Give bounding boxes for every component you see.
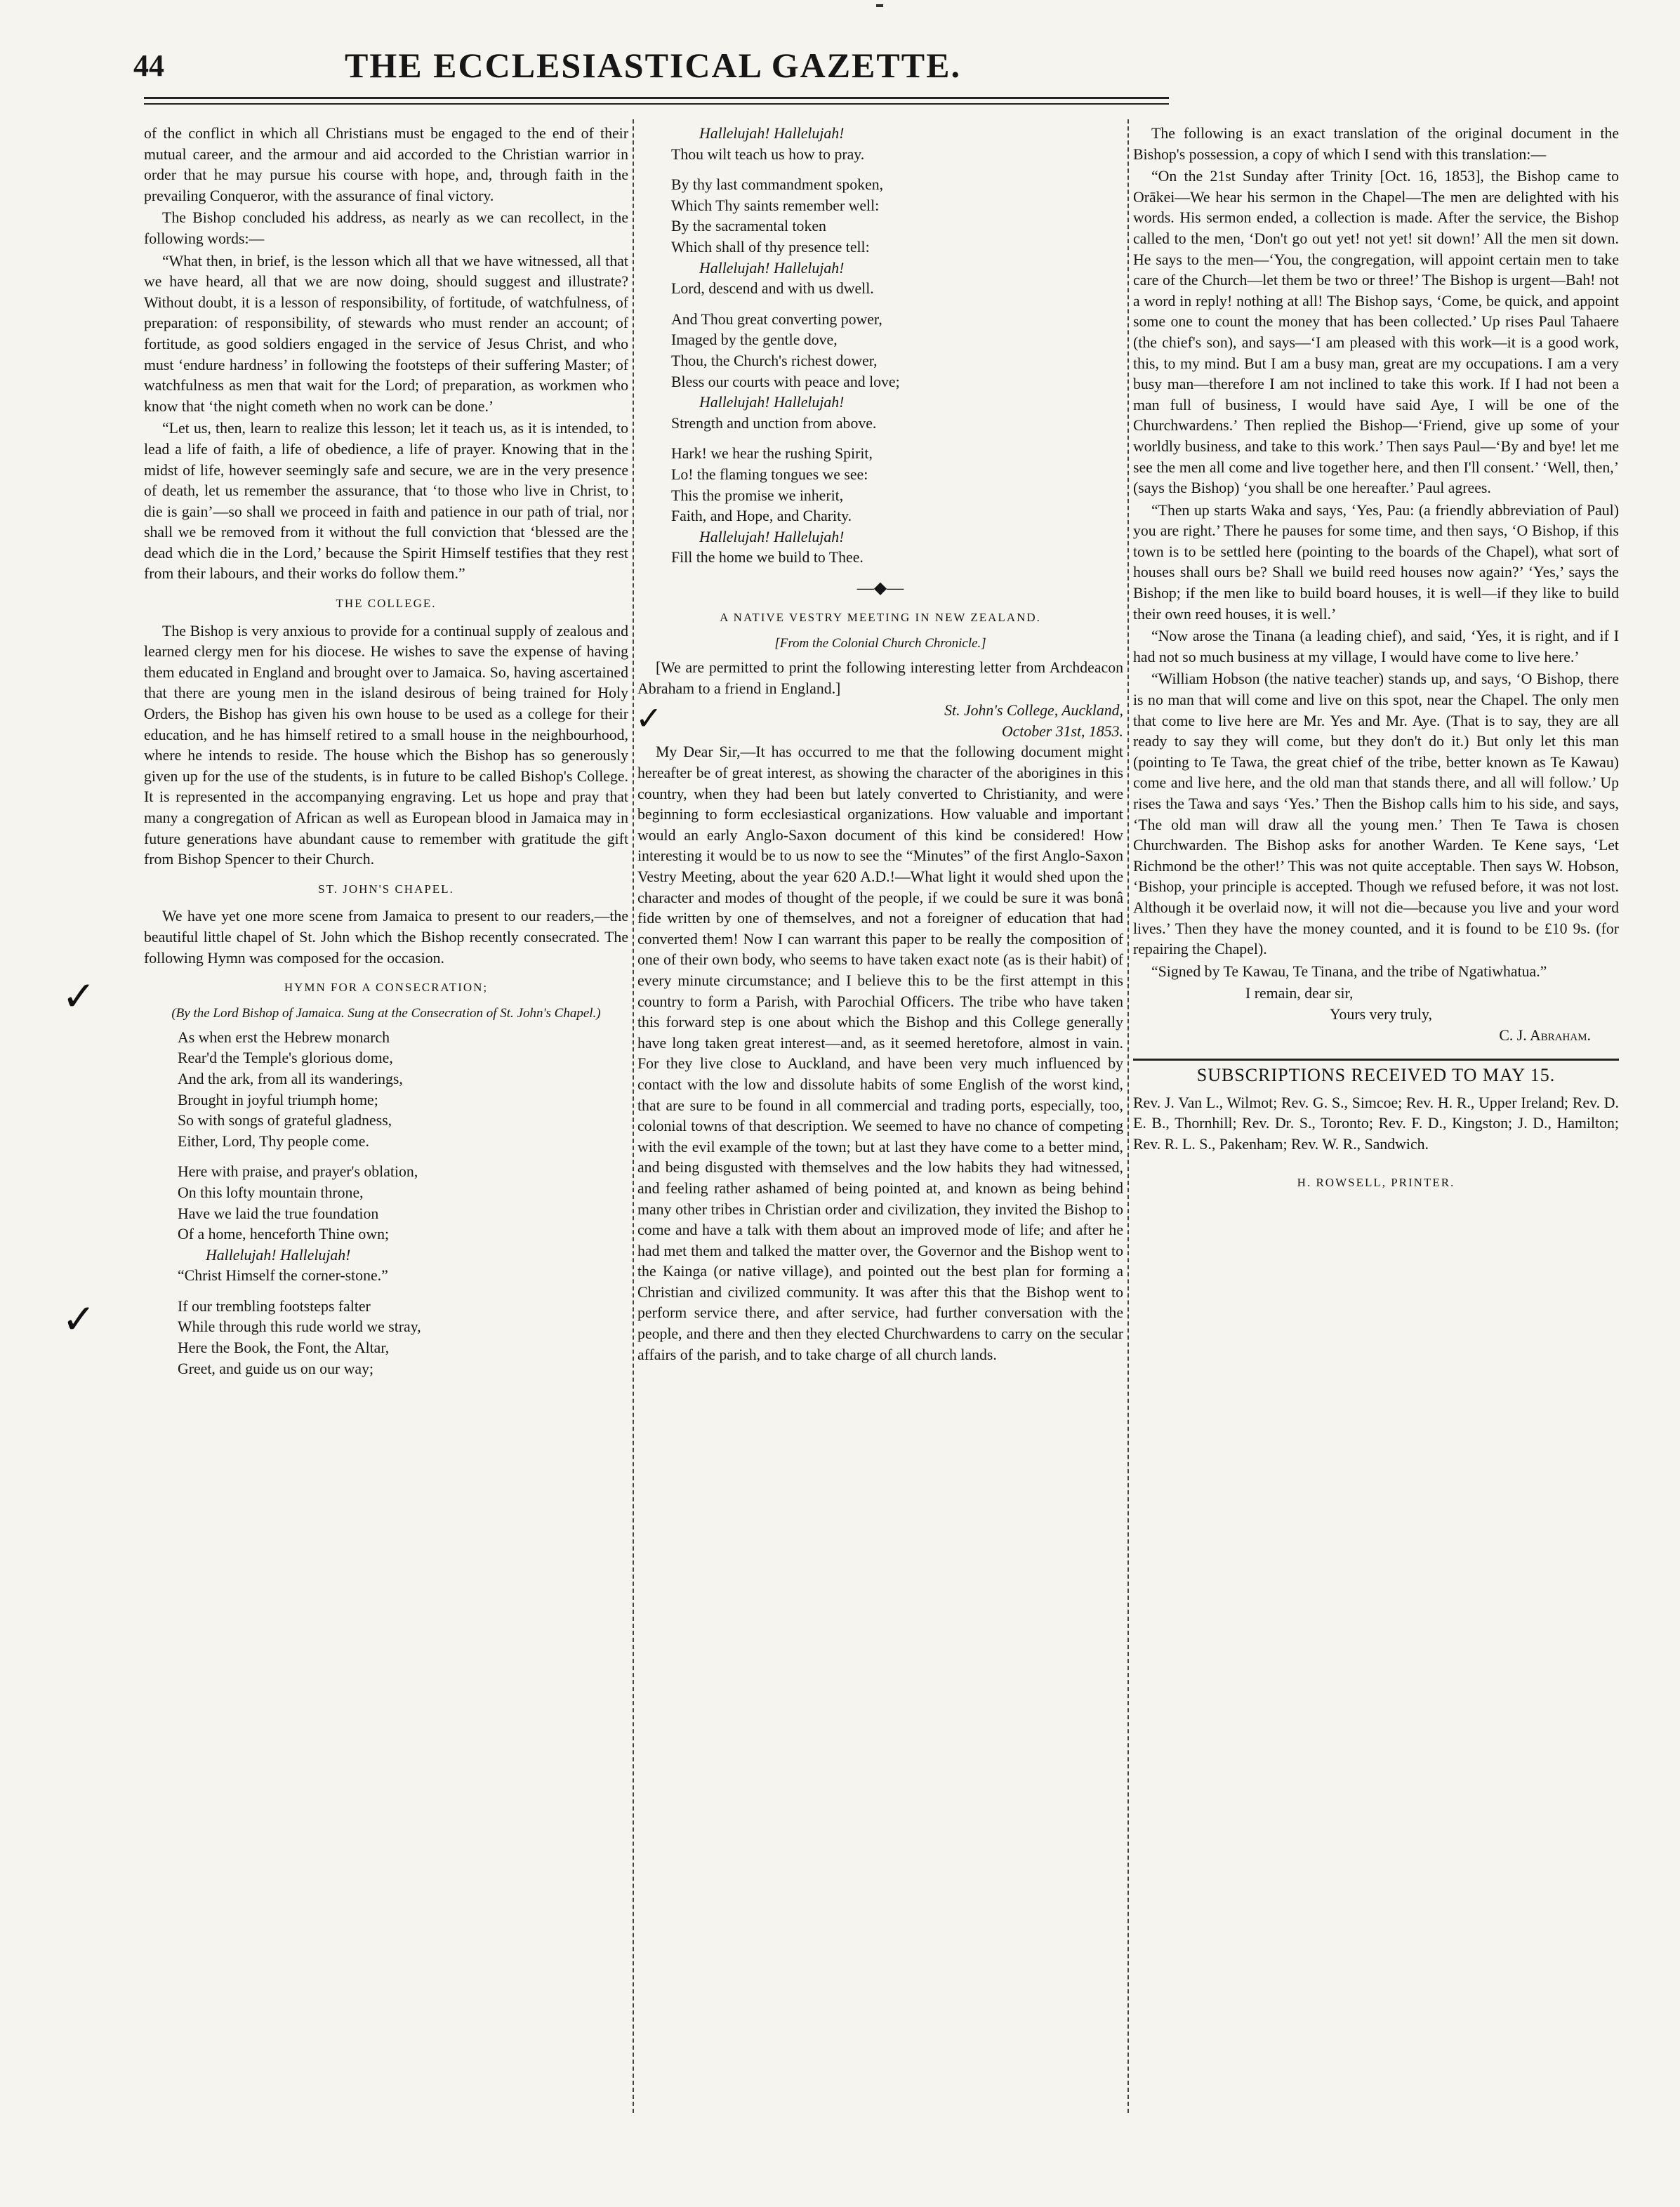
verse-line: Have we laid the true foundation [178,1205,379,1222]
verse-refrain: Hallelujah! Hallelujah! [699,394,845,411]
verse-line: As when erst the Hebrew monarch [178,1028,390,1046]
column-divider-1 [633,119,634,2113]
verse-line: Thou, the Church's richest dower, [671,352,878,369]
verse-line: Greet, and guide us on our way; [178,1360,374,1377]
column-1 [144,124,628,1389]
masthead-title: THE ECCLESIASTICAL GAZETTE. [345,46,961,85]
column-3 [1133,124,1619,1193]
paragraph: “William Hobson (the native teacher) stands up, and says, ‘O Bishop, there is no man that will come and live on this spot, near the Chapel. The only men that come to live here are Mr. Yes and Mr. Aye. (That is to say, they are all ready to say they will come, but they don't do it.) But only let this man (pointing to Te Tawa, the great chief of the tribe, better known as Te Kawau) come and live here, and the old man that stands there, and all will follow.’ Up rises the Tawa and says ‘Yes.’ Then the Bishop calls him to his side, and says, ‘The old man will draw all the young men.’ Then Te Tawa is chosen Churchwarden. The Bishop asks for another Warden. Te Kene says, ‘Let Richmond be the other!’ This was not quite acceptable. Then says W. Hobson, ‘Bishop, your principle is accepted. Though we refused before, it was not lost. Although it be overlaid now, it will not die—because you live and your word lives.’ Then they have the money counted, and it is found to be £10 9s. (for repairing the Chapel). [1133,670,1619,958]
check-mark-icon: ✓ [62,1295,96,1343]
verse-line: Brought in joyful triumph home; [178,1091,378,1108]
hymn-verse-6 [637,444,1123,569]
signoff-line: I remain, dear sir, [1245,985,1354,1002]
page-number: 44 [133,48,164,83]
paragraph: We have yet one more scene from Jamaica to present to our readers,—the beautiful little chapel of St. John which the Bishop recently consecrated. The following Hymn was composed for the occasion. [144,908,628,967]
hymn-heading: HYMN FOR A CONSECRATION; [284,981,489,995]
source-note: [From the Colonial Church Chronicle.] [774,636,986,651]
check-mark-icon: ✓ [635,699,663,737]
verse-line: By thy last commandment spoken, [671,176,884,194]
verse-line: Strength and unction from above. [671,414,877,432]
verse-line: Fill the home we build to Thee. [671,549,864,566]
verse-line: If our trembling footsteps falter [178,1297,371,1315]
section-heading-college: THE COLLEGE. [336,597,437,611]
paragraph: The Bishop is very anxious to provide for a continual supply of zealous and learned clergy men for his diocese. He wishes to save the expense of having them educated in England and brought over to Jamaica. So, having ascertained that there are young men in the island desirous of being trained for Holy Orders, the Bishop has given his own house to be used as a college for their education, and he has himself retired to a small house in the neighbourhood, where he intends to reside. The house which the Bishop has so generously given up for the use of the students, is in future to be called Bishop's College. It is represented in the accompanying engraving. Let us hope and pray that many a congregation of African as well as European blood in Jamaica may in future generations have abundant cause to remember with gratitude the gift from Bishop Spencer to their Church. [144,622,628,868]
verse-line: And Thou great converting power, [671,310,882,328]
verse-line: On this lofty mountain throne, [178,1184,364,1201]
column-divider-2 [1127,119,1129,2113]
verse-line: And the ark, from all its wanderings, [178,1070,403,1087]
verse-refrain: Hallelujah! Hallelujah! [206,1246,351,1264]
dateline: St. John's College, Auckland, [944,702,1123,720]
verse-line: Rear'd the Temple's glorious dome, [178,1049,393,1067]
verse-line: “Christ Himself the corner-stone.” [178,1267,388,1285]
verse-line: Here the Book, the Font, the Altar, [178,1339,390,1357]
verse-line: Here with praise, and prayer's oblation, [178,1163,418,1181]
paragraph: The following is an exact translation of the original document in the Bishop's possession, a copy of which I send with this translation:— [1133,125,1619,163]
verse-line: Imaged by the gentle dove, [671,331,838,349]
verse-line: By the sacramental token [671,218,826,235]
verse-line: Faith, and Hope, and Charity. [671,508,852,525]
paragraph: “Let us, then, learn to realize this lesson; let it teach us, as it is intended, to lead a life of faith, a life of obedience, a life of prayer. Knowing that in the midst of life, however seemingly safe and secure, we are in the very presence of death, let us remember the assurance, that ‘to those who live in Christ, to die is gain’—so shall we proceed in faith and patience in our path of trial, nor shall we be removed from it without the full conviction that ‘blessed are the dead which die in the Lord,’ because the Spirit Himself testifies that they rest from their labours, and their works do follow them.” [144,420,628,583]
hymn-verse-1 [144,1028,628,1153]
paragraph: [We are permitted to print the following interesting letter from Archdeacon Abraham to a friend in England.] [637,659,1123,697]
verse-refrain: Hallelujah! Hallelujah! [699,259,845,277]
signature: C. J. Abraham. [1499,1026,1591,1044]
hymn-verse-4 [637,175,1123,300]
verse-line: While through this rude world we stray, [178,1318,421,1336]
paragraph: “On the 21st Sunday after Trinity [Oct. 16, 1853], the Bishop came to Orākei—We hear his sermon in the Chapel—The men are delighted with his words. His sermon ended, a collection is made. After the service, the Bishop called to the men, ‘Don't go out yet! not yet! sit down!’ All the men sit down. He says to the men—‘You, the congregation, will appoint certain men to take care of the Church—let them be two or three!’ The Bishop is urgent—Bah! not a word in reply! nothing at all! The Bishop says, ‘Come, be quick, and appoint some one to count the money that has been collected.’ Up rises Paul Tahaere (the chief's son), and says—‘I am pleased with this work—it is a good work, this, to my mind. But I am a busy man, great are my occupations. I am a very busy man—therefore I am not inclined to take this work. If I had not been a man full of business, I would have said Aye, I will be one of the Churchwardens.’ Then replied the Bishop—‘Friend, give up some of your worldly business, and take to this work.’ Then says Paul—‘By and bye! let me see the men all come and live together here, and then I'll consent.’ ‘Well, then,’ (says the Bishop) ‘you shall be one hereafter.’ Paul agrees. [1133,168,1619,497]
hymn-verse-2 [144,1162,628,1287]
hymn-verse-5 [637,310,1123,435]
hymn-note: (By the Lord Bishop of Jamaica. Sung at the Consecration of St. John's Chapel.) [171,1005,601,1021]
paragraph: My Dear Sir,—It has occurred to me that the following document might hereafter be of great interest, as showing the character of the aborigines in this country, when they had been but lately converted to Christianity, and were beginning to form ecclesiastical organizations. How valuable and important would an early Anglo-Saxon document of this kind be considered! How interesting it would be to us now to see the “Minutes” of the first Anglo-Saxon Vestry Meeting, about the year 620 A.D.!—What light it would shed upon the character and modes of thought of the people, if we could be sure it was bonâ fide written by one of themselves, and not a foreigner of education that had converted them! Now I can warrant this paper to be really the composition of one of their own body, who seems to have taken exact note (as is their habit) of every minute circumstance; and I believe this to be the first attempt in this country to form a Parish, with Parochial Officers. The tribe who have taken this forward step is one about which the Bishop and this College generally have long taken great interest—and, as it seemed heretofore, almost in vain. For they live close to Auckland, and have been very much influenced by contact with the low and dissolute habits of some English of the worst kind, that are sure to be found in all commercial and trading ports, especially, too, colonial towns of that description. We seemed to have no chance of competing with the evil example of the town; but at last they have come to a better mind, and being disgusted with themselves and the low habits they had witnessed, and feeling rather ashamed of being pointed at, and known as being behind many other tribes in Christian order and civilization, they invited the Bishop to come and have a talk with them about an improved mode of life; and after he had met them and talked the matter over, the Governor and the Bishop went to the Kainga (or native village), and pointed out the best plan for forming a Christian and civilized community. It was after this that the Bishop went to perform service there, and after service, had further conversation with the people, and there and then they elected Churchwardens to carry on the secular affairs of the parish, and to take charge of all church lands. [637,743,1123,1363]
section-heading-chapel: ST. JOHN'S CHAPEL. [318,882,454,896]
paragraph: “What then, in brief, is the lesson which all that we have witnessed, all that we have heard, all that we are now doing, should suggest and illustrate? Without doubt, it is a lesson of responsibility, of fortitude, of watchfulness, of preparation: of responsibility, of stewards who must render an account; of fortitude, as good soldiers engaged in the service of Jesus Christ, and who must ‘endure hardness’ in following the footsteps of their suffering Master; of watchfulness as men that wait for the Lord; of preparation, as workmen who know that ‘the night cometh when no work can be done.’ [144,252,628,415]
verse-line: This the promise we inherit, [671,486,844,504]
verse-line: Which Thy saints remember well: [671,197,880,214]
verse-refrain: Hallelujah! Hallelujah! [699,528,845,545]
dateline: October 31st, 1853. [1001,722,1123,740]
paragraph: of the conflict in which all Christians must be engaged to the end of their mutual career, and the armour and aid accorded to the Christian warrior in order that he may pursue his course with hope, and, through faith in the prevailing Conqueror, with the assurance of final victory. [144,125,628,204]
top-mark [876,4,883,7]
verse-line: Either, Lord, Thy people come. [178,1132,369,1150]
verse-line: Lord, descend and with us dwell. [671,280,874,298]
paragraph: “Then up starts Waka and says, ‘Yes, Pau: (a friendly abbreviation of Paul) you are right.’ There he pauses for some time, and then says, ‘O Bishop, if this town is to be settled here (pointing to the boards of the Chapel), what sort of houses shall ours be? Shall we build reed houses now again?’ ‘Yes,’ says the Bishop; if the men like to build board houses, it is well—if they like to build their own reed houses, it is well.’ [1133,501,1619,623]
subscriptions-rule [1133,1059,1619,1061]
verse-line: Of a home, henceforth Thine own; [178,1226,390,1243]
verse-line: Lo! the flaming tongues we see: [671,465,868,483]
verse-line: Hark! we hear the rushing Spirit, [671,445,873,463]
hymn-verse-3 [144,1297,628,1379]
page-header [133,45,1172,101]
column-2 [637,124,1123,1367]
paragraph: The Bishop concluded his address, as nearly as we can recollect, in the following words:— [144,209,628,247]
check-mark-icon: ✓ [62,972,96,1020]
ornament-divider: —◆— [856,578,904,597]
printer-imprint: H. ROWSELL, PRINTER. [1297,1175,1455,1189]
verse-line: Bless our courts with peace and love; [671,373,900,390]
verse-line: Which shall of thy presence tell: [671,238,870,256]
subscriptions-list: Rev. J. Van L., Wilmot; Rev. G. S., Simcoe; Rev. H. R., Upper Ireland; Rev. D. E. B., Thornhill; Rev. Dr. S., Toronto; Rev. F. D., Kingston; J. D., Hamilton; Rev. R. L. S., Pakenham; Rev. W. R., Sandwich. [1133,1094,1619,1153]
paragraph: “Now arose the Tinana (a leading chief), and said, ‘Yes, it is right, and if I had not so much business at my village, I would have come to live here.’ [1133,628,1619,665]
subscriptions-heading: SUBSCRIPTIONS RECEIVED TO MAY 15. [1196,1065,1556,1086]
verse-refrain: Hallelujah! Hallelujah! [699,125,845,142]
paragraph: “Signed by Te Kawau, Te Tinana, and the tribe of Ngatiwhatua.” [1151,962,1547,980]
verse-line: So with songs of grateful gladness, [178,1112,392,1129]
verse-line: Thou wilt teach us how to pray. [671,145,865,163]
section-heading-vestry: A NATIVE VESTRY MEETING IN NEW ZEALAND. [720,611,1041,625]
header-rule [144,97,1169,105]
signoff-line: Yours very truly, [1330,1005,1432,1023]
hymn-verse-3-cont [637,124,1123,165]
